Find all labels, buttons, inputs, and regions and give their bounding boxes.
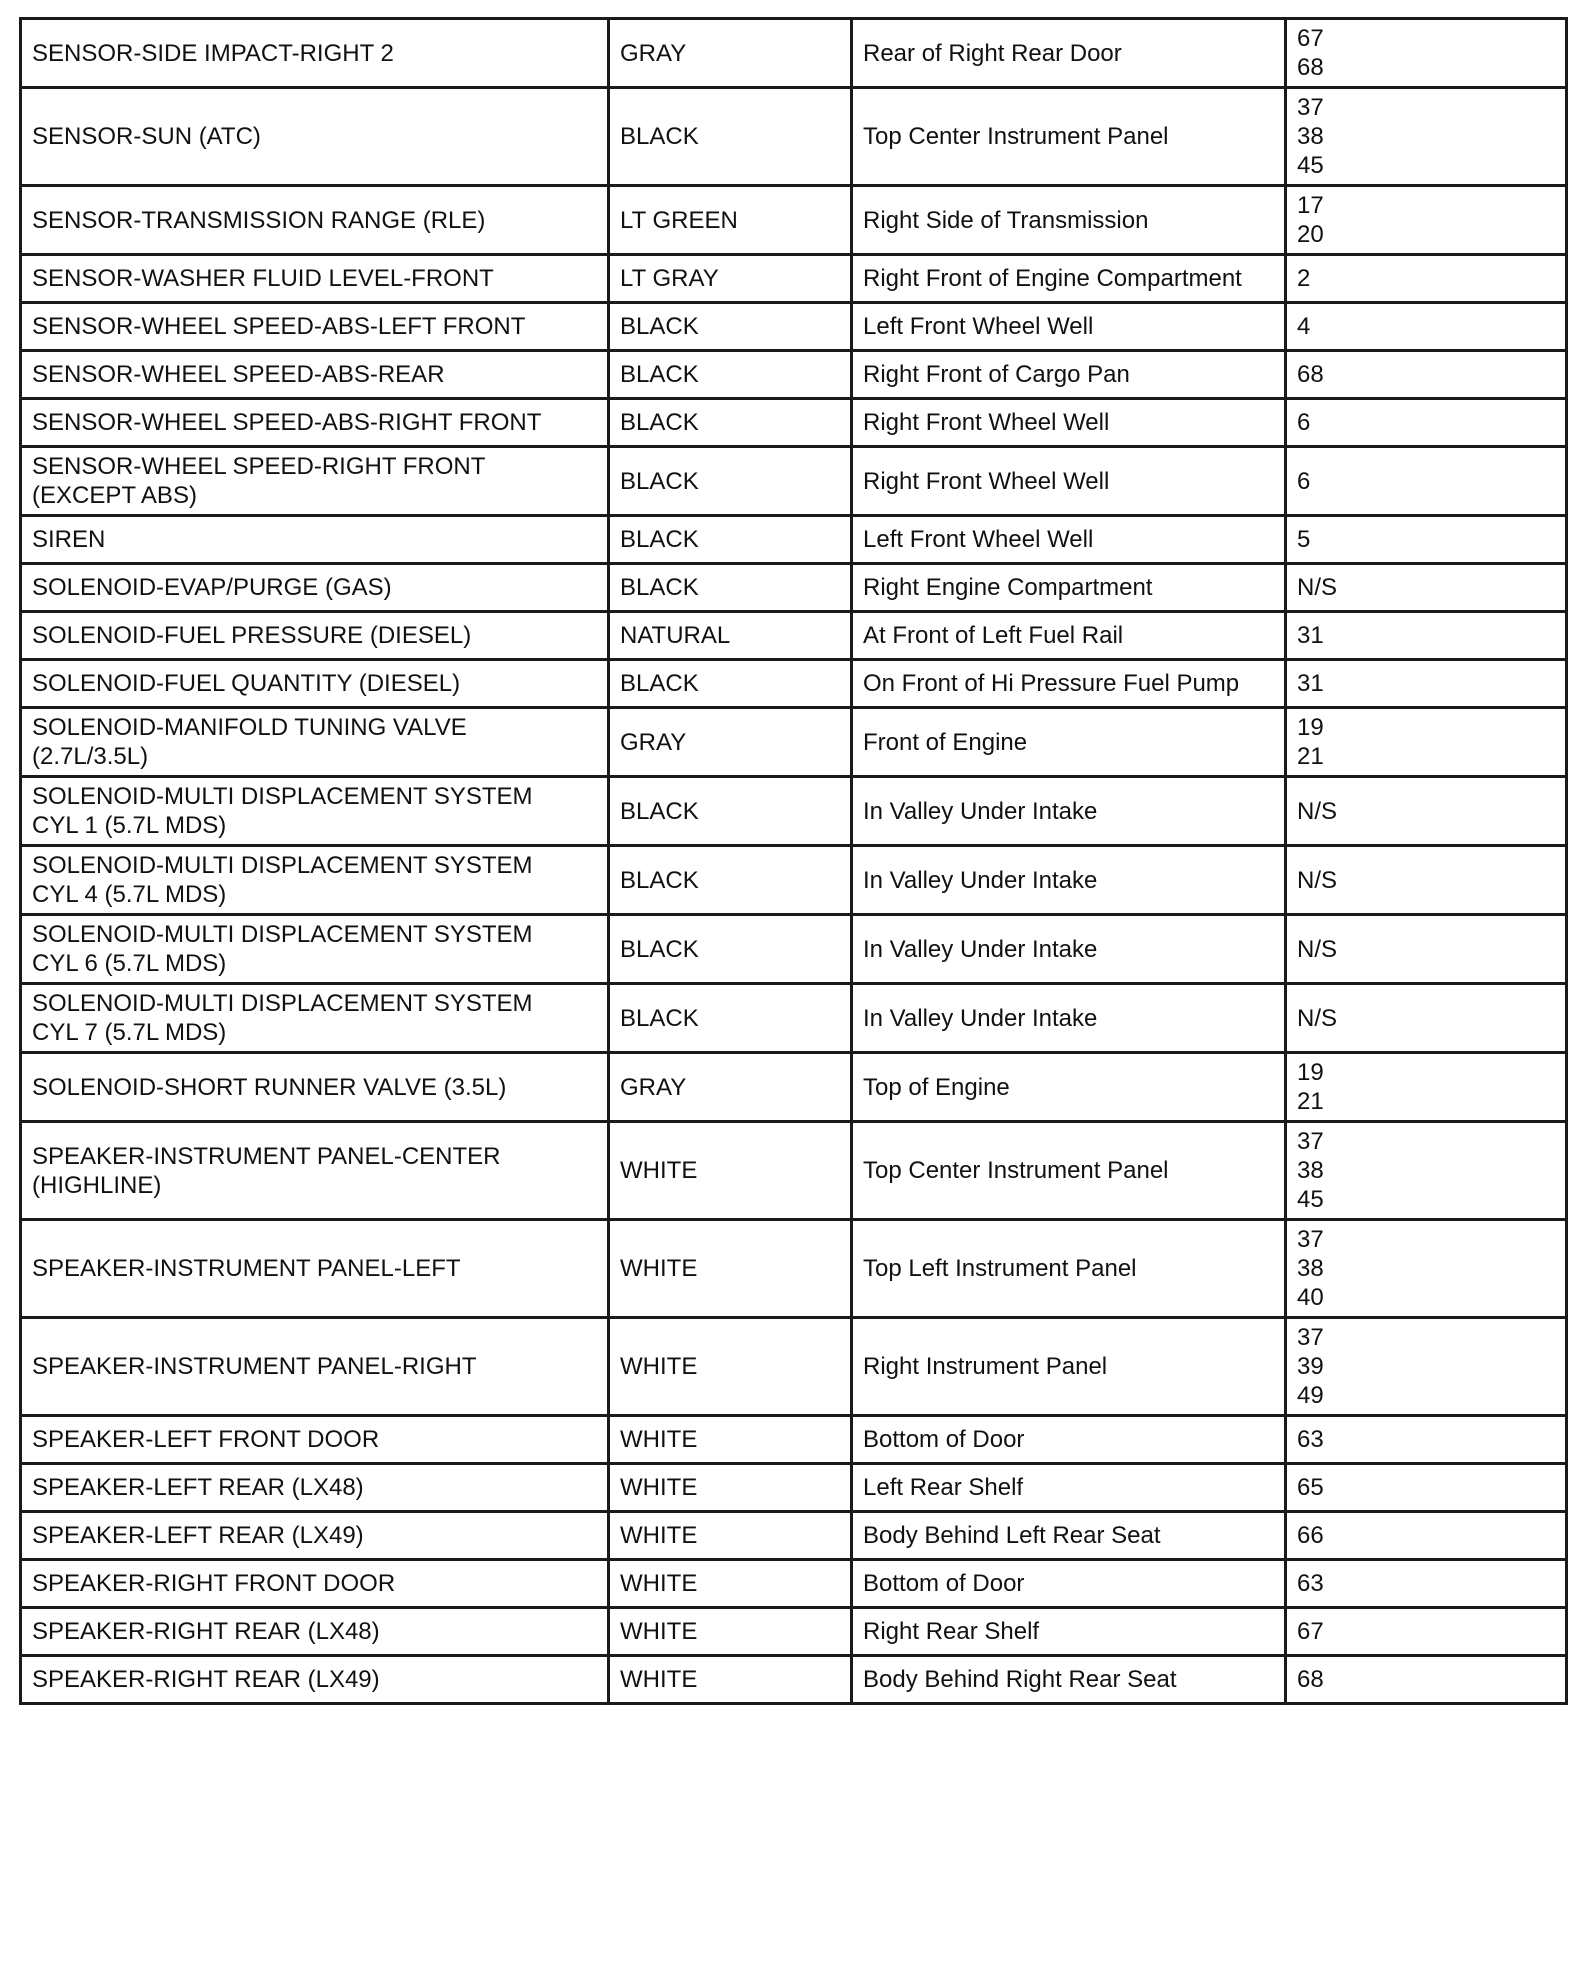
connector-name-cell: SPEAKER-LEFT REAR (LX49)	[21, 1512, 609, 1560]
connector-color-cell: WHITE	[609, 1318, 852, 1416]
connector-color-cell: BLACK	[609, 351, 852, 399]
table-row	[21, 447, 1567, 516]
connector-location-cell: Left Rear Shelf	[852, 1464, 1286, 1512]
figure-number: 38	[1297, 1255, 1324, 1282]
connector-name-cell: SENSOR-WHEEL SPEED-RIGHT FRONT (EXCEPT ABS)	[21, 447, 609, 516]
connector-color-cell: BLACK	[609, 846, 852, 915]
connector-location-cell: Body Behind Right Rear Seat	[852, 1656, 1286, 1704]
connector-name-cell: SENSOR-WHEEL SPEED-ABS-LEFT FRONT	[21, 303, 609, 351]
table-row	[21, 660, 1567, 708]
figure-number: 21	[1297, 1088, 1324, 1115]
figure-numbers-cell	[1286, 1560, 1567, 1608]
connector-name-cell: SENSOR-WHEEL SPEED-ABS-RIGHT FRONT	[21, 399, 609, 447]
connector-color-cell: WHITE	[609, 1560, 852, 1608]
table-row	[21, 1608, 1567, 1656]
connector-name-cell: SPEAKER-LEFT REAR (LX48)	[21, 1464, 609, 1512]
figure-number: 19	[1297, 714, 1324, 741]
figure-numbers-cell	[1286, 1220, 1567, 1318]
connector-location-cell: Right Front Wheel Well	[852, 447, 1286, 516]
figure-numbers-cell	[1286, 399, 1567, 447]
figure-numbers-cell	[1286, 1512, 1567, 1560]
table-row	[21, 255, 1567, 303]
figure-numbers-cell	[1286, 447, 1567, 516]
figure-numbers-cell	[1286, 708, 1567, 777]
connector-name-cell: SPEAKER-RIGHT REAR (LX48)	[21, 1608, 609, 1656]
connector-name-cell: SOLENOID-MULTI DISPLACEMENT SYSTEM CYL 1 (5.7L MDS)	[21, 777, 609, 846]
connector-location-cell: At Front of Left Fuel Rail	[852, 612, 1286, 660]
table-row	[21, 564, 1567, 612]
figure-number: 67	[1297, 1618, 1324, 1645]
table-row	[21, 1416, 1567, 1464]
connector-color-cell: BLACK	[609, 564, 852, 612]
connector-location-cell: In Valley Under Intake	[852, 777, 1286, 846]
figure-number: 68	[1297, 54, 1324, 81]
connector-location-cell: Top Center Instrument Panel	[852, 88, 1286, 186]
figure-numbers-cell	[1286, 984, 1567, 1053]
table-row	[21, 915, 1567, 984]
table-row	[21, 1122, 1567, 1220]
connector-color-cell: WHITE	[609, 1656, 852, 1704]
connector-location-cell: In Valley Under Intake	[852, 915, 1286, 984]
figure-number: 63	[1297, 1570, 1324, 1597]
table-row	[21, 88, 1567, 186]
figure-numbers-cell	[1286, 255, 1567, 303]
connector-name-cell: SIREN	[21, 516, 609, 564]
figure-number: 65	[1297, 1474, 1324, 1501]
connector-name-cell: SPEAKER-LEFT FRONT DOOR	[21, 1416, 609, 1464]
connector-location-cell: Body Behind Left Rear Seat	[852, 1512, 1286, 1560]
table-row	[21, 984, 1567, 1053]
table-row	[21, 186, 1567, 255]
connector-color-cell: BLACK	[609, 984, 852, 1053]
connector-location-cell: Top Center Instrument Panel	[852, 1122, 1286, 1220]
figure-numbers-cell	[1286, 1656, 1567, 1704]
figure-number: 40	[1297, 1284, 1324, 1311]
connector-color-cell: WHITE	[609, 1416, 852, 1464]
figure-number: 39	[1297, 1353, 1324, 1380]
figure-number: 20	[1297, 221, 1324, 248]
connector-color-cell: NATURAL	[609, 612, 852, 660]
connector-location-cell: Right Engine Compartment	[852, 564, 1286, 612]
connector-location-cell: Rear of Right Rear Door	[852, 19, 1286, 88]
connector-color-cell: GRAY	[609, 19, 852, 88]
figure-number: 45	[1297, 152, 1324, 179]
figure-numbers-cell	[1286, 303, 1567, 351]
connector-color-cell: BLACK	[609, 915, 852, 984]
figure-number: 68	[1297, 1666, 1324, 1693]
connector-name-cell: SOLENOID-MULTI DISPLACEMENT SYSTEM CYL 4 (5.7L MDS)	[21, 846, 609, 915]
figure-number: 19	[1297, 1059, 1324, 1086]
connector-location-cell: Top of Engine	[852, 1053, 1286, 1122]
figure-number: 2	[1297, 265, 1311, 292]
figure-number: 37	[1297, 1324, 1324, 1351]
figure-number: 6	[1297, 409, 1311, 436]
connector-name-cell: SENSOR-WHEEL SPEED-ABS-REAR	[21, 351, 609, 399]
figure-number: 5	[1297, 526, 1311, 553]
connector-name-cell: SENSOR-SIDE IMPACT-RIGHT 2	[21, 19, 609, 88]
figure-number: 37	[1297, 1226, 1324, 1253]
connector-location-cell: On Front of Hi Pressure Fuel Pump	[852, 660, 1286, 708]
connector-location-cell: In Valley Under Intake	[852, 846, 1286, 915]
figure-numbers-cell	[1286, 1608, 1567, 1656]
connector-location-cell: Bottom of Door	[852, 1560, 1286, 1608]
connector-color-cell: GRAY	[609, 1053, 852, 1122]
connector-color-cell: BLACK	[609, 660, 852, 708]
connector-color-cell: BLACK	[609, 777, 852, 846]
table-row	[21, 1512, 1567, 1560]
connector-color-cell: LT GRAY	[609, 255, 852, 303]
connector-color-cell: BLACK	[609, 399, 852, 447]
figure-number: 37	[1297, 94, 1324, 121]
figure-numbers-cell	[1286, 1122, 1567, 1220]
table-row	[21, 19, 1567, 88]
table-row	[21, 1318, 1567, 1416]
connector-location-cell: Right Front Wheel Well	[852, 399, 1286, 447]
figure-number: 21	[1297, 743, 1324, 770]
connector-location-cell: Right Side of Transmission	[852, 186, 1286, 255]
connector-location-table	[19, 17, 1568, 1705]
connector-name-cell: SOLENOID-MULTI DISPLACEMENT SYSTEM CYL 7 (5.7L MDS)	[21, 984, 609, 1053]
connector-name-cell: SPEAKER-INSTRUMENT PANEL-CENTER (HIGHLINE)	[21, 1122, 609, 1220]
table-body	[21, 19, 1567, 1704]
connector-color-cell: BLACK	[609, 303, 852, 351]
figure-number: 63	[1297, 1426, 1324, 1453]
figure-number: N/S	[1297, 1004, 1338, 1032]
connector-name-cell: SPEAKER-RIGHT REAR (LX49)	[21, 1656, 609, 1704]
connector-color-cell: WHITE	[609, 1122, 852, 1220]
table-row	[21, 1656, 1567, 1704]
table-row	[21, 1560, 1567, 1608]
connector-color-cell: BLACK	[609, 447, 852, 516]
connector-location-cell: Front of Engine	[852, 708, 1286, 777]
figure-number: N/S	[1297, 574, 1338, 601]
table-row	[21, 846, 1567, 915]
figure-numbers-cell	[1286, 351, 1567, 399]
figure-numbers-cell	[1286, 1416, 1567, 1464]
figure-number: 17	[1297, 192, 1324, 219]
table-row	[21, 777, 1567, 846]
connector-name-cell: SPEAKER-INSTRUMENT PANEL-LEFT	[21, 1220, 609, 1318]
connector-location-cell: Right Instrument Panel	[852, 1318, 1286, 1416]
figure-number: 31	[1297, 670, 1324, 697]
connector-location-cell: Right Rear Shelf	[852, 1608, 1286, 1656]
figure-numbers-cell	[1286, 1053, 1567, 1122]
connector-name-cell: SOLENOID-MANIFOLD TUNING VALVE (2.7L/3.5L)	[21, 708, 609, 777]
figure-number: N/S	[1297, 797, 1338, 825]
table-row	[21, 516, 1567, 564]
figure-number: 6	[1297, 467, 1311, 495]
figure-number: 31	[1297, 622, 1324, 649]
figure-numbers-cell	[1286, 612, 1567, 660]
connector-location-cell: Top Left Instrument Panel	[852, 1220, 1286, 1318]
figure-numbers-cell	[1286, 1464, 1567, 1512]
connector-location-cell: Left Front Wheel Well	[852, 303, 1286, 351]
table-row	[21, 1464, 1567, 1512]
table-row	[21, 303, 1567, 351]
figure-number: N/S	[1297, 935, 1338, 963]
table-row	[21, 1053, 1567, 1122]
figure-numbers-cell	[1286, 915, 1567, 984]
connector-name-cell: SOLENOID-EVAP/PURGE (GAS)	[21, 564, 609, 612]
figure-number: N/S	[1297, 866, 1338, 894]
figure-numbers-cell	[1286, 564, 1567, 612]
figure-numbers-cell	[1286, 660, 1567, 708]
connector-name-cell: SOLENOID-MULTI DISPLACEMENT SYSTEM CYL 6 (5.7L MDS)	[21, 915, 609, 984]
connector-color-cell: LT GREEN	[609, 186, 852, 255]
connector-name-cell: SPEAKER-INSTRUMENT PANEL-RIGHT	[21, 1318, 609, 1416]
figure-numbers-cell	[1286, 88, 1567, 186]
figure-number: 38	[1297, 1157, 1324, 1184]
figure-number: 4	[1297, 313, 1311, 340]
connector-name-cell: SOLENOID-FUEL QUANTITY (DIESEL)	[21, 660, 609, 708]
connector-color-cell: WHITE	[609, 1220, 852, 1318]
connector-location-cell: Left Front Wheel Well	[852, 516, 1286, 564]
connector-location-cell: Right Front of Cargo Pan	[852, 351, 1286, 399]
table-row	[21, 708, 1567, 777]
connector-color-cell: GRAY	[609, 708, 852, 777]
figure-numbers-cell	[1286, 846, 1567, 915]
figure-numbers-cell	[1286, 19, 1567, 88]
table-row	[21, 1220, 1567, 1318]
table-row	[21, 399, 1567, 447]
connector-name-cell: SOLENOID-FUEL PRESSURE (DIESEL)	[21, 612, 609, 660]
figure-numbers-cell	[1286, 1318, 1567, 1416]
table-row	[21, 351, 1567, 399]
figure-number: 66	[1297, 1522, 1324, 1549]
connector-name-cell: SENSOR-SUN (ATC)	[21, 88, 609, 186]
figure-numbers-cell	[1286, 186, 1567, 255]
connector-name-cell: SENSOR-TRANSMISSION RANGE (RLE)	[21, 186, 609, 255]
table-row	[21, 612, 1567, 660]
connector-name-cell: SENSOR-WASHER FLUID LEVEL-FRONT	[21, 255, 609, 303]
connector-color-cell: BLACK	[609, 516, 852, 564]
connector-color-cell: BLACK	[609, 88, 852, 186]
figure-number: 67	[1297, 25, 1324, 52]
figure-number: 68	[1297, 361, 1324, 388]
figure-number: 45	[1297, 1186, 1324, 1213]
connector-location-cell: Bottom of Door	[852, 1416, 1286, 1464]
connector-color-cell: WHITE	[609, 1608, 852, 1656]
connector-name-cell: SOLENOID-SHORT RUNNER VALVE (3.5L)	[21, 1053, 609, 1122]
figure-number: 49	[1297, 1382, 1324, 1409]
figure-number: 38	[1297, 123, 1324, 150]
connector-color-cell: WHITE	[609, 1464, 852, 1512]
connector-location-cell: Right Front of Engine Compartment	[852, 255, 1286, 303]
connector-name-cell: SPEAKER-RIGHT FRONT DOOR	[21, 1560, 609, 1608]
figure-numbers-cell	[1286, 777, 1567, 846]
connector-location-cell: In Valley Under Intake	[852, 984, 1286, 1053]
figure-number: 37	[1297, 1128, 1324, 1155]
figure-numbers-cell	[1286, 516, 1567, 564]
connector-color-cell: WHITE	[609, 1512, 852, 1560]
